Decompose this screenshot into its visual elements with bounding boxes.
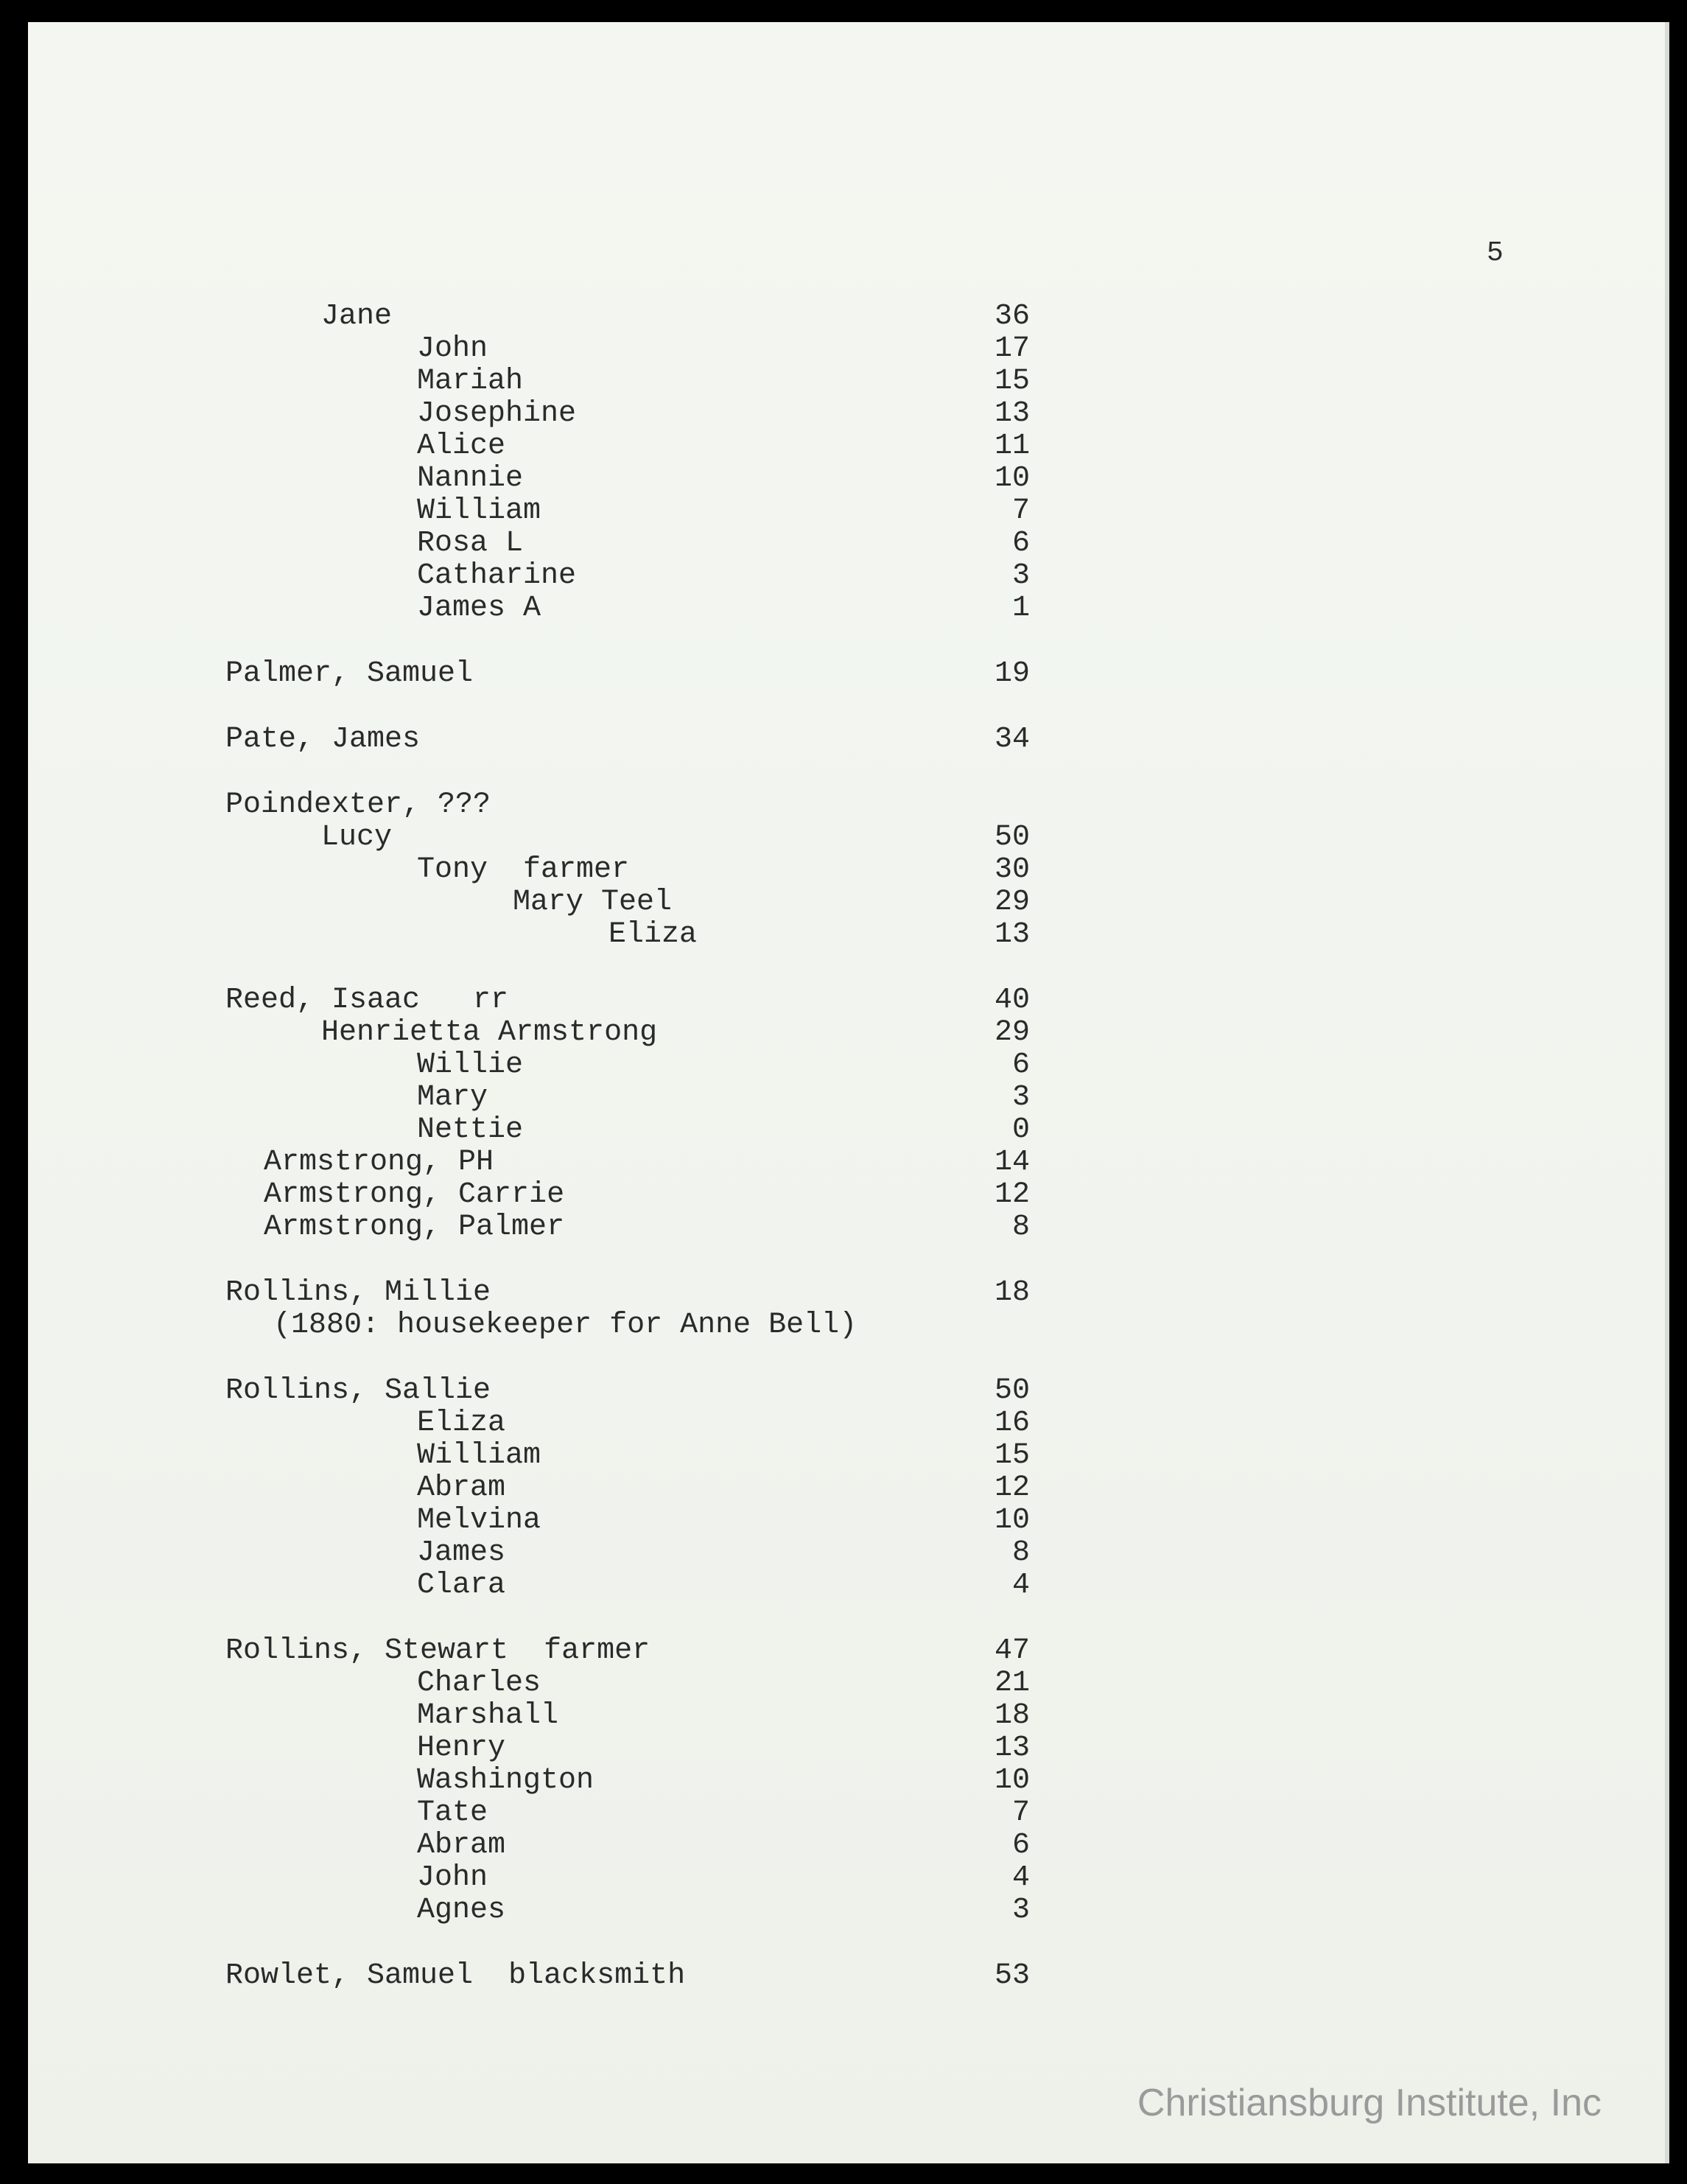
census-entry	[28, 1830, 1030, 1862]
entry-age: 4	[1011, 1861, 1030, 1894]
census-entry	[28, 1765, 1030, 1797]
entry-age: 3	[1011, 1081, 1030, 1114]
census-entry	[28, 1114, 1030, 1147]
entry-age: 8	[1011, 1211, 1030, 1244]
census-entry	[28, 592, 1030, 625]
census-entry	[28, 528, 1030, 560]
entry-age: 13	[994, 1732, 1030, 1765]
entry-age: 6	[1011, 1049, 1030, 1082]
entry-age: 15	[994, 1439, 1030, 1472]
entry-name: William	[417, 494, 541, 528]
census-entry	[28, 1440, 1030, 1472]
entry-age: 1	[1011, 592, 1030, 625]
entry-age: 16	[994, 1407, 1030, 1440]
census-entry	[28, 854, 1030, 886]
entry-name: Armstrong, PH	[264, 1146, 494, 1179]
census-entry	[28, 724, 1030, 756]
entry-age: 0	[1011, 1113, 1030, 1147]
entry-name: John	[417, 332, 488, 365]
entry-name: Pate, James	[225, 723, 421, 756]
entry-name: Alice	[417, 430, 506, 463]
entry-age: 18	[994, 1699, 1030, 1732]
census-entry	[28, 1017, 1030, 1049]
entry-age: 6	[1011, 527, 1030, 560]
census-entry	[28, 789, 1030, 822]
entry-age: 11	[994, 430, 1030, 463]
entry-name: Nettie	[417, 1113, 524, 1147]
entry-name: Mary Teel	[513, 886, 673, 919]
entry-name: James A	[417, 592, 541, 625]
entry-name: Charles	[417, 1667, 541, 1700]
census-entry	[28, 886, 1030, 919]
census-entry-list	[28, 22, 1665, 2163]
entry-age: 3	[1011, 1894, 1030, 1927]
census-entry	[28, 560, 1030, 592]
entry-name: Nannie	[417, 462, 524, 495]
entry-age: 29	[994, 886, 1030, 919]
entry-name: Willie	[417, 1049, 524, 1082]
entry-name: (1880: housekeeper for Anne Bell)	[273, 1309, 857, 1342]
entry-name: Catharine	[417, 559, 577, 592]
census-entry	[28, 1082, 1030, 1114]
entry-age: 14	[994, 1146, 1030, 1179]
census-entry	[28, 822, 1030, 854]
entry-age: 19	[994, 657, 1030, 690]
entry-name: Armstrong, Palmer	[264, 1211, 565, 1244]
census-entry	[28, 658, 1030, 690]
entry-name: Rowlet, Samuel blacksmith	[225, 1959, 686, 1992]
entry-name: Rollins, Millie	[225, 1276, 491, 1309]
entry-name: Josephine	[417, 397, 577, 430]
entry-age: 17	[994, 332, 1030, 365]
census-entry	[28, 984, 1030, 1017]
entry-age: 12	[994, 1178, 1030, 1211]
entry-name: Abram	[417, 1471, 506, 1505]
census-entry	[28, 1505, 1030, 1537]
entry-age: 47	[994, 1634, 1030, 1667]
entry-name: Melvina	[417, 1504, 541, 1537]
census-entry	[28, 1667, 1030, 1700]
census-entry	[28, 1894, 1030, 1927]
entry-name: Armstrong, Carrie	[264, 1178, 565, 1211]
entry-age: 21	[994, 1667, 1030, 1700]
census-entry	[28, 1537, 1030, 1569]
entry-name: Jane	[321, 300, 393, 333]
census-entry	[28, 495, 1030, 528]
entry-age: 34	[994, 723, 1030, 756]
census-entry	[28, 1179, 1030, 1211]
census-entry	[28, 1700, 1030, 1732]
entry-age: 15	[994, 365, 1030, 398]
entry-age: 10	[994, 1504, 1030, 1537]
entry-age: 10	[994, 1764, 1030, 1797]
census-entry	[28, 301, 1030, 333]
entry-name: Poindexter, ???	[225, 788, 491, 822]
census-entry	[28, 1375, 1030, 1407]
census-entry	[28, 1277, 1030, 1309]
census-entry	[28, 1147, 1030, 1179]
census-entry	[28, 463, 1030, 495]
entry-name: Eliza	[417, 1407, 506, 1440]
entry-name: Rollins, Stewart farmer	[225, 1634, 650, 1667]
entry-age: 7	[1011, 494, 1030, 528]
entry-name: William	[417, 1439, 541, 1472]
entry-age: 13	[994, 918, 1030, 951]
entry-name: James	[417, 1536, 506, 1569]
census-entry	[28, 1569, 1030, 1602]
page-number: 5	[1487, 237, 1504, 269]
census-entry	[28, 398, 1030, 430]
entry-name: Rosa L	[417, 527, 524, 560]
entry-name: Reed, Isaac rr	[225, 984, 509, 1017]
entry-name: Mary	[417, 1081, 488, 1114]
entry-name: Tate	[417, 1796, 488, 1830]
census-entry	[28, 1211, 1030, 1244]
entry-age: 10	[994, 462, 1030, 495]
document-page	[28, 22, 1669, 2163]
entry-name: Abram	[417, 1829, 506, 1862]
census-entry	[28, 333, 1030, 365]
entry-age: 29	[994, 1016, 1030, 1049]
entry-age: 6	[1011, 1829, 1030, 1862]
census-entry	[28, 1309, 1030, 1342]
census-entry	[28, 1732, 1030, 1765]
entry-age: 3	[1011, 559, 1030, 592]
entry-name: Henry	[417, 1732, 506, 1765]
entry-age: 50	[994, 821, 1030, 854]
census-entry	[28, 1960, 1030, 1992]
entry-name: Mariah	[417, 365, 524, 398]
census-entry	[28, 919, 1030, 951]
entry-age: 30	[994, 853, 1030, 886]
census-entry	[28, 1797, 1030, 1830]
census-entry	[28, 430, 1030, 463]
census-entry	[28, 1472, 1030, 1505]
entry-age: 40	[994, 984, 1030, 1017]
census-entry	[28, 365, 1030, 398]
entry-name: Marshall	[417, 1699, 559, 1732]
entry-age: 12	[994, 1471, 1030, 1505]
entry-name: Palmer, Samuel	[225, 657, 474, 690]
entry-age: 18	[994, 1276, 1030, 1309]
entry-age: 4	[1011, 1569, 1030, 1602]
entry-age: 53	[994, 1959, 1030, 1992]
entry-name: Lucy	[321, 821, 393, 854]
entry-age: 7	[1011, 1796, 1030, 1830]
entry-name: Eliza	[608, 918, 698, 951]
entry-name: John	[417, 1861, 488, 1894]
census-entry	[28, 1862, 1030, 1894]
census-entry	[28, 1049, 1030, 1082]
watermark: Christiansburg Institute, Inc	[1137, 2082, 1602, 2124]
entry-name: Rollins, Sallie	[225, 1374, 491, 1407]
entry-age: 8	[1011, 1536, 1030, 1569]
entry-name: Tony farmer	[417, 853, 630, 886]
entry-name: Washington	[417, 1764, 595, 1797]
entry-age: 13	[994, 397, 1030, 430]
entry-name: Henrietta Armstrong	[321, 1016, 658, 1049]
entry-age: 50	[994, 1374, 1030, 1407]
entry-name: Clara	[417, 1569, 506, 1602]
entry-age: 36	[994, 300, 1030, 333]
census-entry	[28, 1635, 1030, 1667]
entry-name: Agnes	[417, 1894, 506, 1927]
census-entry	[28, 1407, 1030, 1440]
